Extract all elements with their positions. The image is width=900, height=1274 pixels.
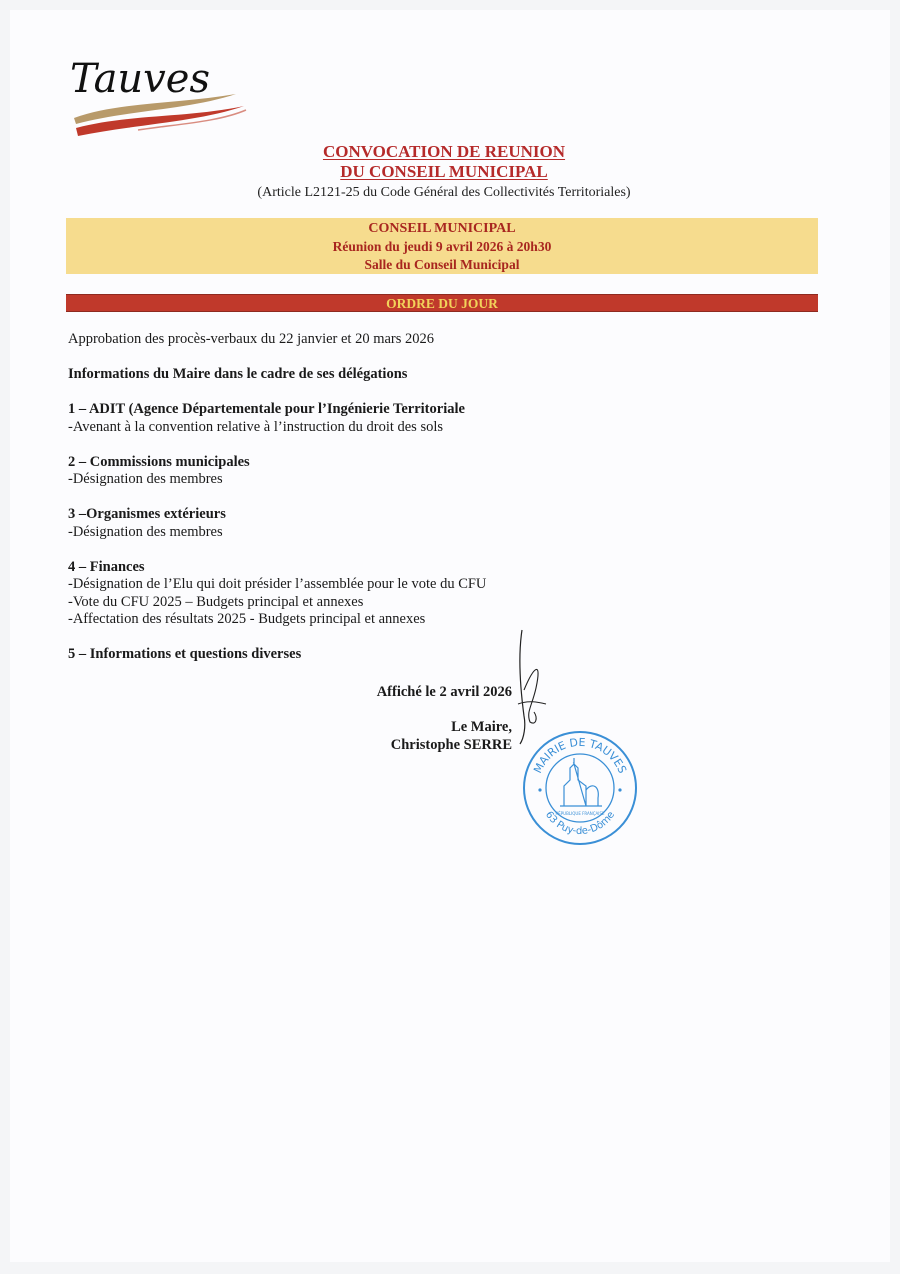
agenda-item-2-line: -Désignation des membres [68, 471, 223, 487]
posted-date: Affiché le 2 avril 2026 [376, 684, 512, 700]
agenda-item-2-title: 2 – Commissions municipales [68, 453, 250, 470]
agenda-item-5-title: 5 – Informations et questions diverses [68, 646, 302, 662]
agenda-item-4-line2: -Vote du CFU 2025 – Budgets principal et annexes [68, 593, 364, 610]
mairie-stamp [520, 728, 640, 848]
svg-text:63 Puy-de-Dôme: 63 Puy-de-Dôme [542, 809, 618, 838]
mayor-name: Christophe SERRE [390, 737, 512, 753]
meeting-banner [66, 218, 818, 274]
mayor-role: Le Maire, [451, 719, 512, 735]
agenda-item-4-line1: -Désignation de l’Elu qui doit présider l’assemblée pour le vote du CFU [68, 576, 487, 592]
meeting-date: Réunion du jeudi 9 avril 2026 à 20h30 [332, 239, 552, 254]
agenda-item-1-title: 1 – ADIT (Agence Départementale pour l’Ingénierie Territoriale [68, 401, 465, 417]
agenda-item-3-title: 3 –Organismes extérieurs [68, 506, 226, 522]
svg-text:MAIRIE DE TAUVES: MAIRIE DE TAUVES [531, 735, 629, 776]
agenda-mayor-info: Informations du Maire dans le cadre de ses délégations [68, 366, 408, 382]
title-block [0, 142, 888, 202]
svg-text:RÉPUBLIQUE FRANÇAISE: RÉPUBLIQUE FRANÇAISE [555, 811, 605, 816]
tauves-logo [68, 48, 253, 148]
legal-reference: (Article L2121-25 du Code Général des Collectivités Territoriales) [257, 185, 631, 200]
svg-text:Tauves: Tauves [70, 56, 210, 102]
agenda-item-3-line: -Désignation des membres [68, 523, 223, 540]
agenda-item-4-title: 4 – Finances [68, 558, 145, 575]
meeting-place: Salle du Conseil Municipal [364, 257, 520, 272]
page-title-line2: DU CONSEIL MUNICIPAL [340, 162, 548, 181]
page-title-line1: CONVOCATION DE REUNION [322, 142, 566, 161]
agenda-item-4-line3: -Affectation des résultats 2025 - Budgets principal et annexes [68, 611, 426, 627]
agenda-item-1-line: -Avenant à la convention relative à l’instruction du droit des sols [68, 418, 444, 435]
agenda-body [68, 331, 768, 664]
agenda-intro: Approbation des procès-verbaux du 22 janvier et 20 mars 2026 [68, 331, 435, 347]
meeting-body: CONSEIL MUNICIPAL [368, 221, 516, 236]
agenda-banner: ORDRE DU JOUR [66, 294, 818, 312]
